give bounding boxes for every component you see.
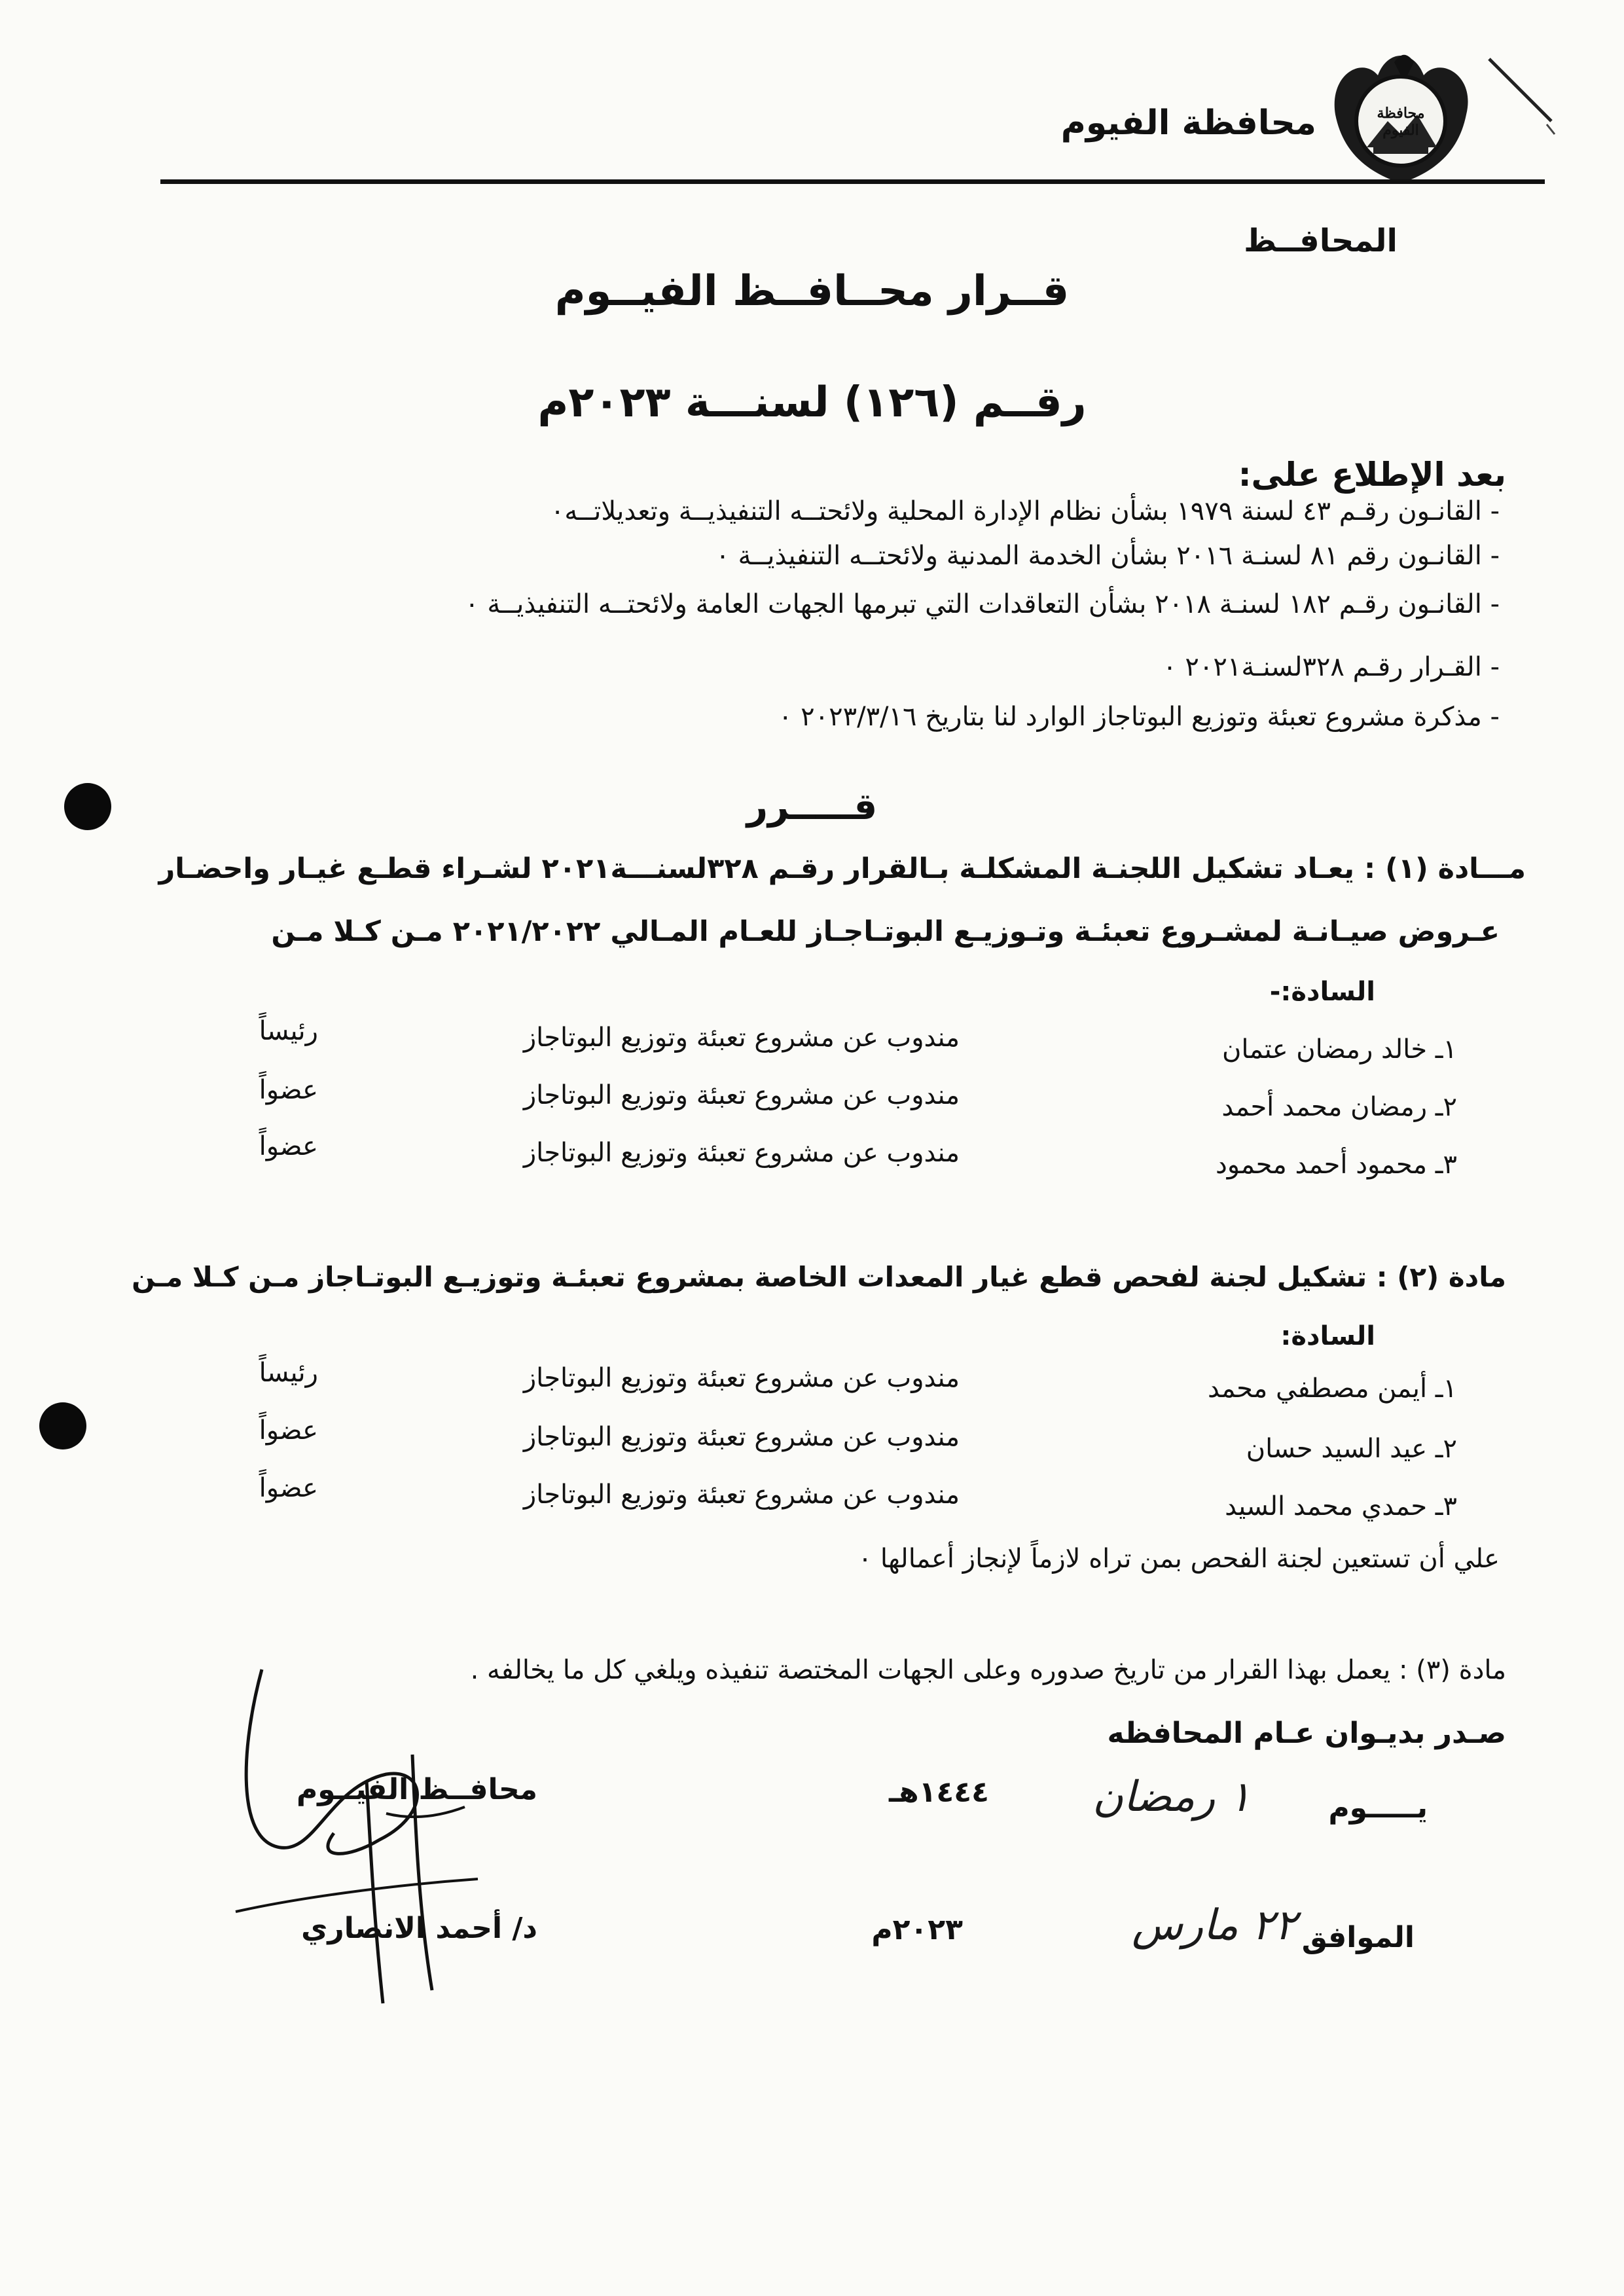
scan-mark <box>1483 52 1561 137</box>
preamble-item: - القانـون رقم ٨١ لسنـة ٢٠١٦ بشأن الخدمة المدنية ولائحتــه التنفيذيــة ٠ <box>715 541 1500 571</box>
gregorian-handwritten: ٢٢ مارس <box>1132 1901 1297 1950</box>
signature-name: د/ أحمد الانصاري <box>301 1912 537 1945</box>
article1-line1: مـــادة (١) : يعـاد تشكيل اللجنـة المشكلـة بـالقرار رقـم ٣٢٨لسنـــة٢٠٢١ لشـراء قطـع غيـار واحضـار <box>158 852 1526 885</box>
member-role: مندوب عن مشروع تعبئة وتوزيع البوتاجاز <box>523 1363 960 1393</box>
signature-title: محافــظ الفيــوم <box>297 1773 537 1806</box>
article1-salutation: السادة:- <box>1269 977 1375 1007</box>
governorate-name: محافظة الفيوم <box>1060 103 1316 143</box>
logo-text: محافظة الفيوم <box>1377 105 1425 139</box>
punch-hole-bottom <box>39 1402 86 1449</box>
hijri-year: ١٤٤٤هـ <box>889 1776 989 1809</box>
decree-title: قــرار محــافــظ الفيــوم <box>554 267 1070 316</box>
preamble-item: - القانـون رقـم ٤٣ لسنة ١٩٧٩ بشأن نظام الإدارة المحلية ولائحتــه التنفيذيــة وتعديلاتــه٠ <box>550 496 1500 526</box>
day-label: يـــــوم <box>1328 1791 1428 1825</box>
article2-salutation: السادة: <box>1280 1321 1375 1351</box>
day-handwritten: ١ رمضان <box>1092 1773 1251 1821</box>
member-name: ٣ـ حمدي محمد السيد <box>1225 1491 1457 1522</box>
governorate-logo <box>1316 36 1486 190</box>
member-name: ٢ـ عيد السيد حسان <box>1246 1434 1457 1464</box>
member-position: رئيساً <box>259 1016 318 1046</box>
office-label: المحافــظ <box>1244 223 1398 259</box>
member-name: ٣ـ محمود أحمد محمود <box>1215 1150 1457 1180</box>
gregorian-year: ٢٠٢٣م <box>871 1913 963 1946</box>
handwritten-signature <box>216 1663 497 2016</box>
agreed-label: الموافق <box>1301 1921 1415 1954</box>
article1-line2: عـروض صيـانـة لمشـروع تعبئـة وتـوزيـع البوتـاجـاز للعـام المـالي ٢٠٢١/٢٠٢٢ مـن كـلا مـن <box>271 915 1500 948</box>
member-position: عضواً <box>259 1415 318 1446</box>
preamble-item: - مذكرة مشروع تعبئة وتوزيع البوتاجاز الوارد لنا بتاريخ ٢٠٢٣/٣/١٦ ٠ <box>778 702 1500 732</box>
issued-line: صـدر بديـوان عـام المحافظه <box>1107 1717 1506 1750</box>
member-name: ١ـ خالد رمضان عتمان <box>1221 1034 1457 1065</box>
decree-number: رقــم (١٢٦) لسنـــة ٢٠٢٣م <box>537 378 1087 427</box>
article2-footer: علي أن تستعين لجنة الفحص بمن تراه لازماً لإنجاز أعمالها ٠ <box>857 1544 1500 1574</box>
member-position: عضواً <box>259 1075 318 1105</box>
article2-line1: مادة (٢) : تشكيل لجنة لفحص قطع غيار المعدات الخاصة بمشروع تعبئـة وتوزيـع البوتـاجاز مـن كـلا مـن <box>132 1261 1506 1293</box>
member-name: ١ـ أيمن مصطفي محمد <box>1207 1374 1457 1404</box>
member-role: مندوب عن مشروع تعبئة وتوزيع البوتاجاز <box>523 1422 960 1452</box>
member-position: رئيساً <box>259 1358 318 1388</box>
preamble-item: - القانـون رقـم ١٨٢ لسنـة ٢٠١٨ بشأن التعاقدات التي تبرمها الجهات العامة ولائحتــه التنفيذيــة ٠ <box>465 589 1500 619</box>
member-role: مندوب عن مشروع تعبئة وتوزيع البوتاجاز <box>523 1138 960 1168</box>
preamble-item: - القـرار رقـم ٣٢٨لسنـة٢٠٢١ ٠ <box>1163 652 1500 682</box>
member-name: ٢ـ رمضان محمد أحمد <box>1221 1092 1457 1122</box>
member-role: مندوب عن مشروع تعبئة وتوزيع البوتاجاز <box>523 1080 960 1110</box>
member-position: عضواً <box>259 1473 318 1503</box>
member-role: مندوب عن مشروع تعبئة وتوزيع البوتاجاز <box>523 1023 960 1053</box>
header-rule <box>160 179 1545 184</box>
preamble-heading: بعد الإطلاع على: <box>1238 456 1506 494</box>
article3-text: مادة (٣) : يعمل بهذا القرار من تاريخ صدوره وعلى الجهات المختصة تنفيذه ويلغي كل ما يخالفه . <box>470 1655 1506 1685</box>
decided-heading: قـــــرر <box>746 786 878 828</box>
member-role: مندوب عن مشروع تعبئة وتوزيع البوتاجاز <box>523 1480 960 1510</box>
member-position: عضواً <box>259 1131 318 1161</box>
